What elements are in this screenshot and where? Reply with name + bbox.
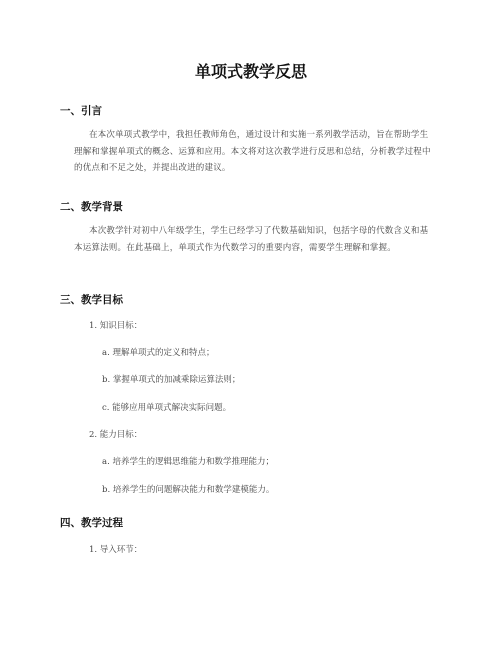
goal-label-ability: 2. 能力目标：	[89, 430, 143, 440]
section-heading-process: 四、教学过程	[60, 517, 123, 529]
section-heading-introduction: 一、引言	[60, 105, 102, 117]
section-paragraph-background: 本次教学针对初中八年级学生，学生已经学习了代数基础知识，包括字母的代数含义和基本运算法则。在此基础上，单项式作为代数学习的重要内容，需要学生理解和掌握。	[74, 226, 429, 253]
goal-item: a. 理解单项式的定义和特点；	[102, 348, 215, 358]
section-heading-background: 二、教学背景	[60, 201, 123, 213]
goal-item: a. 培养学生的逻辑思维能力和数学推理能力；	[102, 457, 274, 467]
goal-item: b. 掌握单项式的加减乘除运算法则；	[102, 375, 241, 385]
goal-item: c. 能够应用单项式解决实际问题。	[102, 403, 232, 413]
document-title: 单项式教学反思	[194, 62, 307, 81]
goal-item: b. 培养学生的问题解决能力和数学建模能力。	[102, 485, 275, 495]
section-paragraph-introduction: 在本次单项式教学中，我担任教师角色，通过设计和实施一系列教学活动，旨在帮助学生理解和掌握单项式的概念、运算和应用。本文将对这次教学进行反思和总结，分析教学过程中的优点和不足之处，并提出改进的建议。	[74, 130, 431, 173]
process-step: 1. 导入环节：	[89, 545, 143, 555]
section-heading-objectives: 三、教学目标	[60, 294, 123, 306]
goal-label-knowledge: 1. 知识目标：	[89, 321, 143, 331]
